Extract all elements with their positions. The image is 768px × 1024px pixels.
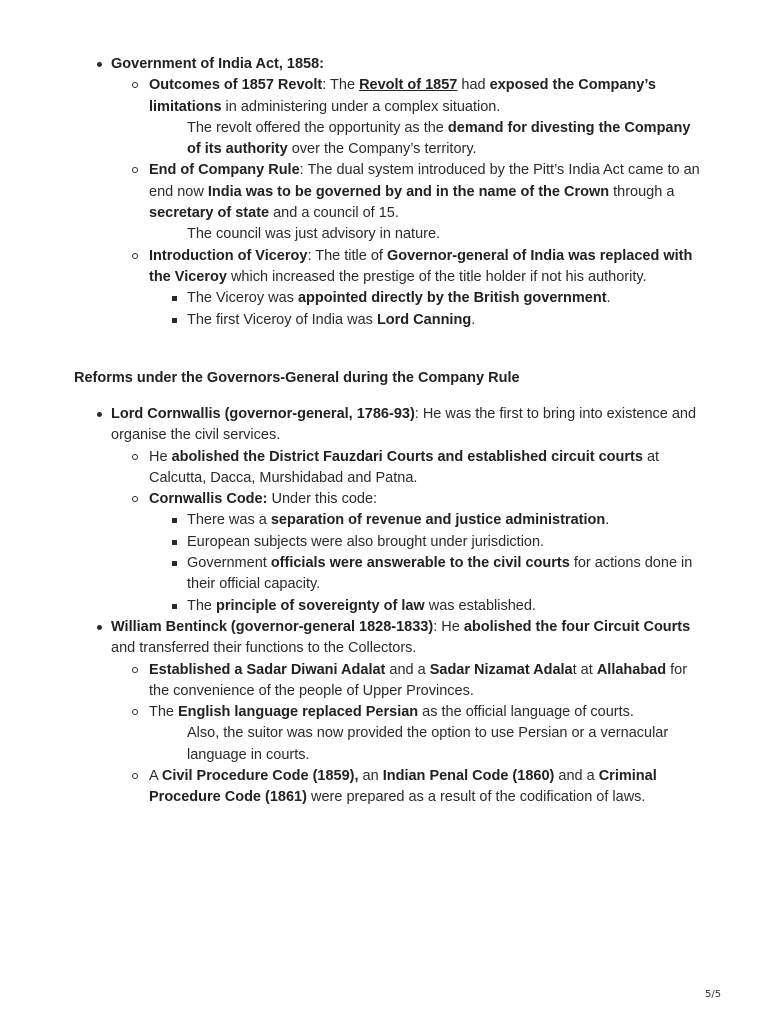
reforms-list (111, 404, 701, 809)
list-item: Government officials were answerable to the civil courts for actions done in their official capacity. (149, 553, 701, 596)
list-item: Established a Sadar Diwani Adalat and a Sadar Nizamat Adalat at Allahabad for the convenience of the people of Upper Provinces. (111, 660, 701, 703)
list-item: The Viceroy was appointed directly by the British government. (149, 288, 701, 309)
list-item: He abolished the District Fauzdari Courts and established circuit courts at Calcutta, Dacca, Murshidabad and Patna. (111, 447, 701, 490)
list-item-bentinck: William Bentinck (governor-general 1828-1833): He abolished the four Circuit Courts and transferred their functions to the Collectors. Established a Sadar Diwani Adalat and a Sadar Nizamat Adalat at Allahabad for the convenience of the people of Upper Provinces. The English language replaced Persian as the official language of courts. Also, the suitor was now provided the option to use Persian or a vernacular language in courts. A Civil Procedure Code (1859), an Indian Penal Code (1860) and a Criminal Procedure Code (1861) were prepared as a result of the codification of laws. (111, 617, 701, 809)
list-item: The principle of sovereignty of law was established. (149, 596, 701, 617)
section-heading: Reforms under the Governors-General during the Company Rule (74, 370, 520, 386)
act-1858-list (111, 54, 701, 331)
list-item: A Civil Procedure Code (1859), an Indian Penal Code (1860) and a Criminal Procedure Code (1861) were prepared as a result of the codification of laws. (111, 766, 701, 809)
paragraph: The revolt offered the opportunity as the demand for divesting the Company of its authority over the Company’s territory. (187, 119, 691, 158)
sublist (149, 288, 701, 331)
sublist (111, 447, 701, 617)
list-item: The first Viceroy of India was Lord Canning. (149, 310, 701, 331)
sublist (149, 510, 701, 616)
list-item-end-rule: End of Company Rule: The dual system introduced by the Pitt’s India Act came to an end now India was to be governed by and in the name of the Crown through a secretary of state and a council of 15. The council was just advisory in nature. (111, 160, 701, 245)
revolt-1857-link[interactable]: Revolt of 1857 (359, 77, 458, 94)
list-item-cornwallis-code: Cornwallis Code: Under this code: There was a separation of revenue and justice administration. European subjects were also brought under jurisdiction. Government officials were answerable to the civil courts for actions done in their official capacity. The principle of sovereignty of law was established. (111, 489, 701, 617)
list-item: The English language replaced Persian as the official language of courts. Also, the suitor was now provided the option to use Persian or a vernacular language in courts. (111, 702, 701, 766)
list-item-cornwallis: Lord Cornwallis (governor-general, 1786-93): He was the first to bring into existence and organise the civil services. He abolished the District Fauzdari Courts and established circuit courts at Calcutta, Dacca, Murshidabad and Patna. Cornwallis Code: Under this code: There was a separation of revenue and justice administration. European subjects were also brought under jurisdiction. Government officials were answerable to the civil courts for actions done in their official capacity. The principle of sovereignty of law was established. (111, 404, 701, 617)
page-number: 5/5 (705, 989, 722, 1000)
list-item: European subjects were also brought under jurisdiction. (149, 532, 701, 553)
paragraph: Also, the suitor was now provided the option to use Persian or a vernacular language in courts. (187, 725, 669, 763)
list-item (111, 54, 701, 331)
sublist (111, 660, 701, 809)
paragraph: The council was just advisory in nature. (187, 226, 441, 243)
list-item: There was a separation of revenue and justice administration. (149, 510, 701, 531)
list-item-outcomes: Outcomes of 1857 Revolt: The Revolt of 1857 had exposed the Company’s limitations in administering under a complex situation. The revolt offered the opportunity as the demand for divesting the Company of its authority over the Company’s territory. (111, 75, 701, 160)
sublist (111, 75, 701, 331)
list-item-viceroy: Introduction of Viceroy: The title of Governor-general of India was replaced with the Viceroy which increased the prestige of the title holder if not his authority. The Viceroy was appointed directly by the British government. The first Viceroy of India was Lord Canning. (111, 246, 701, 331)
item-title: Government of India Act, 1858: (111, 56, 324, 72)
